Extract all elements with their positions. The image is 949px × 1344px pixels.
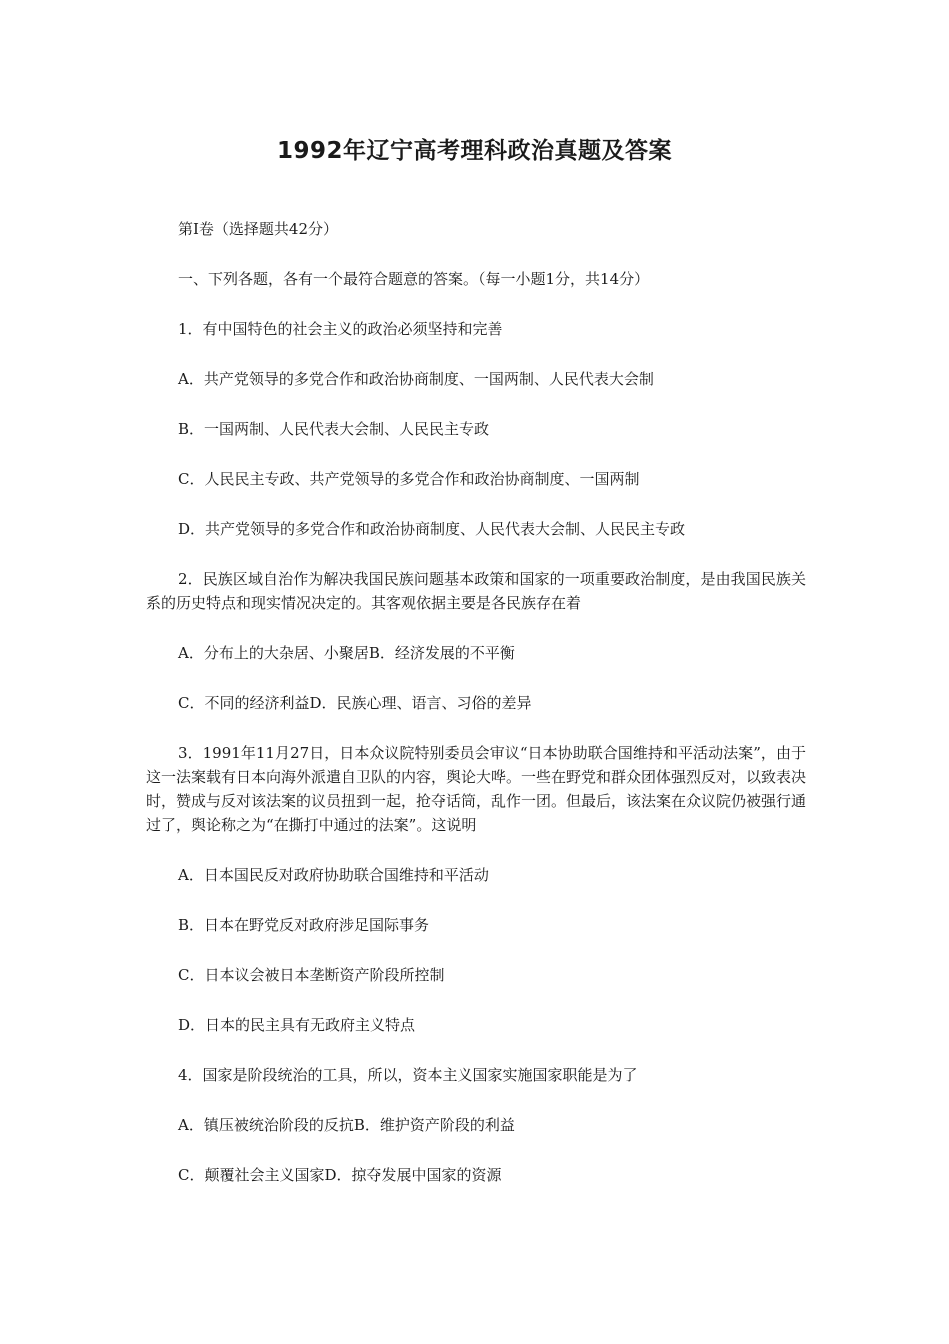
- question-2-options-ab: A．分布上的大杂居、小聚居B．经济发展的不平衡: [178, 644, 515, 662]
- question-3-stem: 3．1991年11月27日，日本众议院特别委员会审议“日本协助联合国维持和平活动法案”，由于这一法案载有日本向海外派遣自卫队的内容，舆论大哗。一些在野党和群众团体强烈反对，以致表决时，赞成与反对该法案的议员扭到一起，抢夺话筒，乱作一团。但最后，该法案在众议院仍被强行通过了，舆论称之为“在撕打中通过的法案”。这说明: [146, 744, 807, 834]
- question-1-option-c: C．人民民主专政、共产党领导的多党合作和政治协商制度、一国两制: [178, 470, 640, 488]
- section-heading: 第I卷（选择题共42分）: [178, 220, 339, 238]
- question-3-option-d: D．日本的民主具有无政府主义特点: [178, 1016, 416, 1034]
- question-2-stem: 2．民族区域自治作为解决我国民族问题基本政策和国家的一项重要政治制度，是由我国民族关系的历史特点和现实情况决定的。其客观依据主要是各民族存在着: [146, 570, 806, 612]
- question-3-option-b: B．日本在野党反对政府涉足国际事务: [178, 916, 430, 934]
- question-4-options-ab: A．镇压被统治阶段的反抗B．维护资产阶段的利益: [178, 1116, 515, 1134]
- document-body: [146, 217, 806, 1213]
- question-4-options-cd: C．颠覆社会主义国家D．掠夺发展中国家的资源: [178, 1166, 502, 1184]
- question-2-options-cd: C．不同的经济利益D．民族心理、语言、习俗的差异: [178, 694, 532, 712]
- question-1-option-a: A．共产党领导的多党合作和政治协商制度、一国两制、人民代表大会制: [178, 370, 654, 388]
- question-1-option-b: B．一国两制、人民代表大会制、人民民主专政: [178, 420, 490, 438]
- question-3-option-a: A．日本国民反对政府协助联合国维持和平活动: [178, 866, 489, 884]
- instruction-text: 一、下列各题，各有一个最符合题意的答案。（每一小题1分，共14分）: [178, 270, 650, 288]
- question-1-option-d: D．共产党领导的多党合作和政治协商制度、人民代表大会制、人民民主专政: [178, 520, 686, 538]
- question-4-stem: 4．国家是阶段统治的工具，所以，资本主义国家实施国家职能是为了: [178, 1066, 638, 1084]
- question-1-stem: 1．有中国特色的社会主义的政治必须坚持和完善: [178, 320, 503, 338]
- page-title: 1992年辽宁高考理科政治真题及答案: [276, 138, 672, 164]
- question-3-option-c: C．日本议会被日本垄断资产阶段所控制: [178, 966, 445, 984]
